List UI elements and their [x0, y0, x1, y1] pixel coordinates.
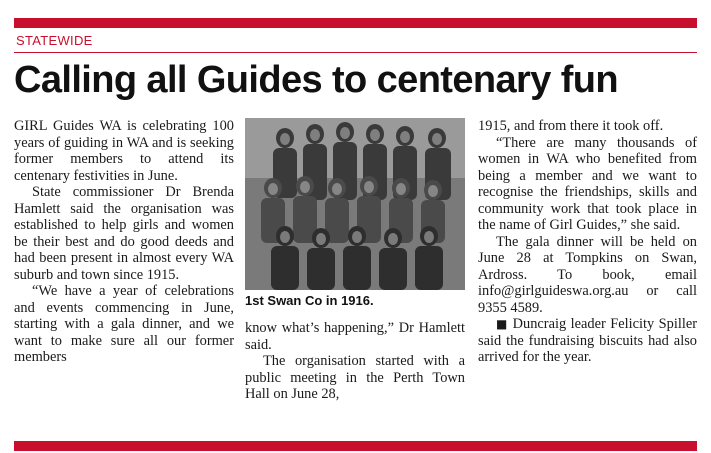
article-column-2: [245, 320, 465, 403]
article-column-1: [14, 118, 234, 366]
section-label: STATEWIDE: [16, 33, 93, 48]
section-divider: [14, 52, 697, 53]
paragraph: The organisation started with a public meeting in the Perth Town Hall on June 28,: [245, 353, 465, 402]
square-bullet-icon: ■: [496, 317, 509, 331]
paragraph-with-bullet: [478, 316, 697, 366]
paragraph: State commissioner Dr Brenda Hamlett said the organisation was established to help girls and women be their best and do good deeds and had been present in almost every WA suburb and town since 1915.: [14, 184, 234, 283]
paragraph: “We have a year of celebrations and events commencing in June, starting with a gala dinner, and we want to make sure all our former members: [14, 283, 234, 365]
paragraph: The gala dinner will be held on June 28 at Tompkins on Swan, Ardross. To book, email info@girlguideswa.org.au or call 9355 4589.: [478, 233, 697, 316]
paragraph: know what’s happening,” Dr Hamlett said.: [245, 320, 465, 353]
group-photo: [245, 118, 465, 290]
group-photo-illustration: [245, 118, 465, 290]
top-rule-bar: [14, 18, 697, 28]
photo-caption: 1st Swan Co in 1916.: [245, 293, 374, 308]
paragraph: “There are many thousands of women in WA who benefited from being a member and we want to recognise the friendships, skills and community work that took place in the name of Girl Guides,” she said.: [478, 134, 697, 233]
paragraph-text: Duncraig leader Felicity Spiller said the fundraising biscuits had also arrived for the year.: [478, 316, 697, 365]
paragraph: GIRL Guides WA is celebrating 100 years of guiding in WA and is seeking former members to attend its centenary festivities in June.: [14, 118, 234, 184]
paragraph: 1915, and from there it took off.: [478, 118, 664, 134]
bottom-rule-bar: [14, 441, 697, 451]
article-column-3: [478, 118, 697, 366]
headline: Calling all Guides to centenary fun: [14, 59, 618, 101]
